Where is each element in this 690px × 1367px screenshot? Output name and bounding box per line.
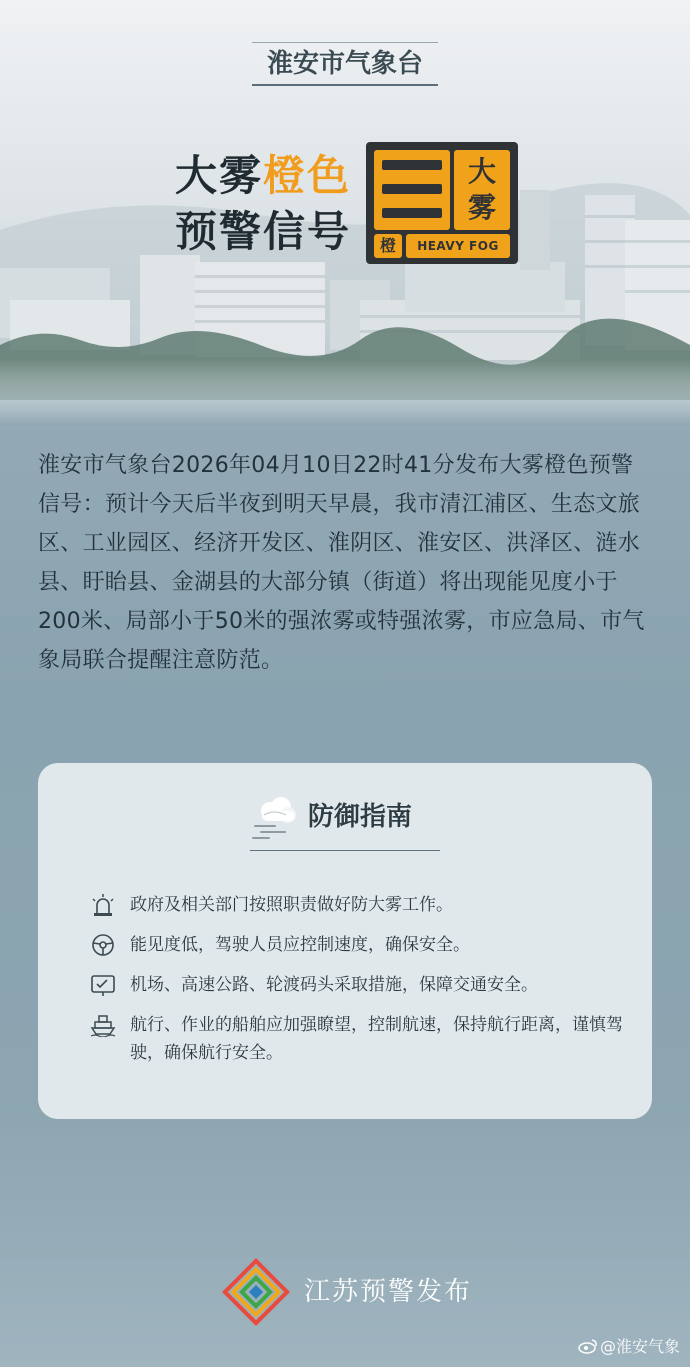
headline-line2: 预警信号 [175,207,352,256]
headline-color-word: 橙色 [263,151,352,200]
guide-title: 防御指南 [308,802,413,832]
weibo-icon [578,1338,598,1354]
guide-item-text: 政府及相关部门按照职责做好防大雾工作。 [130,895,453,915]
publisher-name: 江苏预警发布 [304,1277,473,1307]
headline-prefix: 大雾 [175,151,264,200]
fog-warning-signal-icon [366,142,518,264]
jiangsu-warning-logo-icon [222,1258,290,1326]
agency-title: 淮安市气象台 [252,44,438,86]
signal-bars-icon [374,150,450,230]
hero-banner [0,0,690,425]
guide-item-text: 机场、高速公路、轮渡码头采取措施，保障交通安全。 [130,975,538,995]
defense-guide-card [38,763,652,1119]
siren-icon [90,893,116,917]
fog-cloud-icon [250,793,302,841]
guide-item [90,1011,630,1067]
signal-char-1: 大 [467,155,496,188]
weibo-watermark [578,1336,680,1358]
guide-list [90,891,630,1079]
guide-item-text: 航行、作业的船舶应加强瞭望，控制航速，保持航行距离，谨慎驾驶，确保航行安全。 [130,1015,623,1063]
signal-en-label: HEAVY FOG [406,234,510,258]
ship-icon [90,1013,116,1037]
guide-title-block [250,789,440,851]
signal-big-chars [454,150,510,230]
warning-description: 淮安市气象台2026年04月10日22时41分发布大雾橙色预警信号：预计今天后半夜到明天早晨，我市清江浦区、生态文旅区、工业园区、经济开发区、淮阴区、淮安区、洪泽区、涟水县、盱眙县、金湖县的大部分镇（街道）将出现能见度小于200米、局部小于50米的强浓雾或特强浓雾，市应急局、市气象局联合提醒注意防范。 [38,453,645,673]
road-sign-icon [90,973,116,997]
guide-item-text: 能见度低，驾驶人员应控制速度，确保安全。 [130,935,470,955]
steering-wheel-icon [90,933,116,957]
guide-item [90,971,630,999]
guide-item [90,931,630,959]
signal-color-char: 橙 [374,234,402,258]
signal-char-2: 雾 [467,191,496,224]
watermark-text: @淮安气象 [599,1337,680,1356]
guide-item [90,891,630,919]
warning-headline [175,148,351,260]
